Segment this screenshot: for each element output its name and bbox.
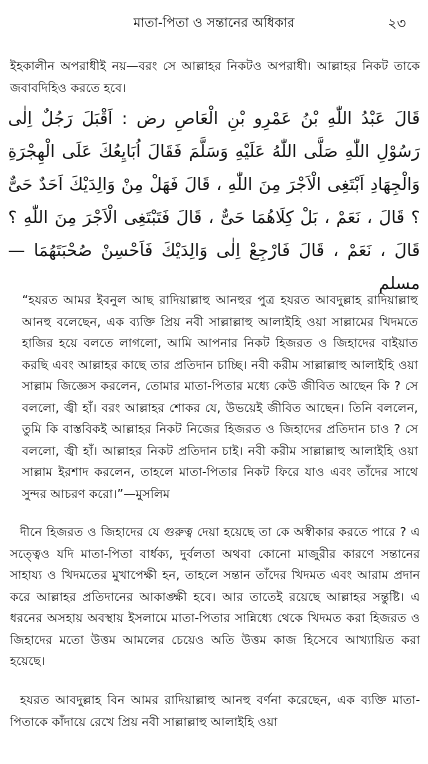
commentary-paragraph: দীনে হিজরত ও জিহাদের যে গুরুত্ব দেয়া হয়েছে তা কে অস্বীকার করতে পারে ? এ সত্ত্বেও যদি মাতা-পিতা বার্ধক্য, দুর্বলতা অথবা কোনো মাজুরীর কারণে সন্তানের সাহায্য ও খিদমতের মুখাপেক্ষী হন, তাহলে সন্তান তাঁদের খিদমত এবং আরাম প্রদান করে আল্লাহর প্রতিদানের আকাঙ্ক্ষী হবে। আর তাতেই রয়েছে আল্লাহর সন্তুষ্টি। এ ধরনের অসহায় অবস্থায় ইসলামে মাতা-পিতার সান্নিধ্যে থেকে খিদমত করা হিজরত ও জিহাদের মতো উত্তম আমলের চেয়েও অতি উত্তম কাজ হিসেবে আখ্যায়িত করা হয়েছে। xyxy=(10,525,420,668)
arabic-source: — مسلم xyxy=(8,241,420,294)
arabic-hadith xyxy=(8,103,421,294)
running-head xyxy=(0,14,428,36)
running-title: মাতা-পিতা ও সন্তানের অধিকার xyxy=(133,16,295,31)
hadith-translation: “হযরত আমর ইবনুল আছ রাদিয়াল্লাহু আনহুর পুত্র হযরত আবদুল্লাহ রাদিয়াল্লাহু আনহু বলেছেন, এক ব্যক্তি প্রিয় নবী সাল্লাল্লাহু আলাইহি ওয়া সাল্লামের খিদমতে হাজির হয়ে বলতে লাগলো, আমি আপনার নিকট হিজরত ও জিহাদের বাইয়াত করছি এবং আল্লাহর কাছে তার প্রতিদান চাচ্ছি। নবী করীম সাল্লাল্লাহু আলাইহি ওয়া সাল্লাম জিজ্ঞেস করলেন, তোমার মাতা-পিতার মধ্যে কেউ জীবিত আছেন কি ? সে বললো, জ্বী হাঁ। বরং আল্লাহর শোকর যে, উভয়েই জীবিত আছেন। তিনি বললেন, তুমি কি বাস্তবিকই আল্লাহর নিকট নিজের হিজরত ও জিহাদের প্রতিদান চাও ? সে বললো, জ্বী হাঁ। আল্লাহর নিকট প্রতিদান চাই। নবী করীম সাল্লাল্লাহু আলাইহি ওয়া সাল্লাম ইরশাদ করলেন, তাহলে মাতা-পিতার নিকট ফিরে যাও এবং তাঁদের সাথে সুন্দর আচরণ করো।”—মুসলিম xyxy=(22,293,418,501)
next-paragraph: হযরত আবদুল্লাহ বিন আমর রাদিয়াল্লাহু আনহু বর্ণনা করেছেন, এক ব্যক্তি মাতা-পিতাকে কাঁদায়ে রেখে প্রিয় নবী সাল্লাল্লাহু আলাইহি ওয়া xyxy=(10,693,420,729)
intro-paragraph: ইহকালীন অপরাধীই নয়—বরং সে আল্লাহর নিকটও অপরাধী। আল্লাহর নিকট তাকে জবাবদিহিও করতে হবে। xyxy=(10,59,420,95)
page-number: ২৩ xyxy=(387,16,406,32)
arabic-hadith-text: قَالَ عَبْدُ اللّٰهِ بْنُ عَمْرِو بْنِ الْعَاصِ رض : اَقْبَلَ رَجُلٌ اِلٰى رَسُوْلِ اللّٰهِ صَلَّى اللّٰهُ عَلَيْهِ وَسَلَّمَ فَقَالَ اُبَايِعُكَ عَلَى الْهِجْرَةِ وَالْجِهَادِ اَبْتَغِى الْاَجْرَ مِنَ اللّٰهِ ، قَالَ فَهَلْ مِنْ وَالِدَيْكَ اَحَدٌ حَىٌّ ؟ قَالَ ، نَعَمْ ، بَلْ كِلَاهُمَا حَىٌّ ، قَالَ فَتَبْتَغِى الْاَجْرَ مِنَ اللّٰهِ ؟ قَالَ ، نَعَمْ ، قَالَ فَارْجِعْ اِلٰى وَالِدَيْكَ فَاَحْسِنْ صُحْبَتَهُمَا xyxy=(8,109,421,261)
